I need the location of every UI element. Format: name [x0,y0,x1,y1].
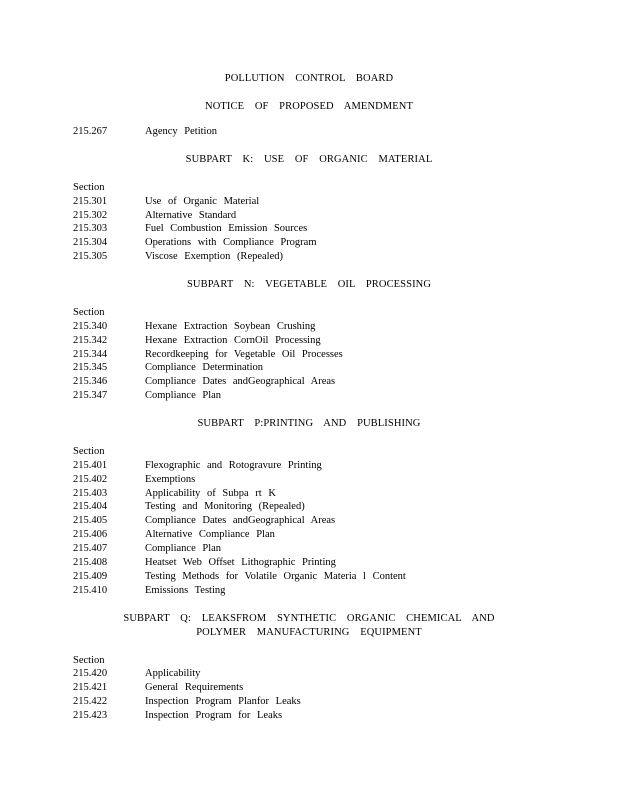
section-title: General Requirements [145,682,244,693]
section-number: 215.406 [73,529,108,540]
section-number: 215.347 [73,390,108,401]
section-number: 215.340 [73,321,108,332]
section-number: 215.408 [73,557,108,568]
section-title: Operations with Compliance Program [145,237,317,248]
section-number: 215.402 [73,474,108,485]
section-row [73,501,593,515]
section-title: Inspection Program Planfor Leaks [145,696,301,707]
section-row [73,349,593,363]
section-number: 215.304 [73,237,108,248]
section-number: 215.405 [73,515,108,526]
notice-heading: NOTICE OF PROPOSED AMENDMENT [205,101,413,112]
section-label: Section [73,446,105,457]
section-title: Applicability [145,668,201,679]
section-number: 215.301 [73,196,108,207]
section-title: Flexographic and Rotogravure Printing [145,460,322,471]
section-title: Inspection Program for Leaks [145,710,283,721]
section-row [73,571,593,585]
section-number: 215.303 [73,223,108,234]
section-row [73,557,593,571]
section-row [73,529,593,543]
section-label: Section [73,655,105,666]
section-row [73,376,593,390]
section-row [73,710,593,724]
section-number: 215.423 [73,710,108,721]
section-title: Viscose Exemption (Repealed) [145,251,283,262]
section-title: Compliance Plan [145,543,222,554]
section-number: 215.403 [73,488,108,499]
section-title: Compliance Dates andGeographical Areas [145,376,336,387]
section-row [73,515,593,529]
section-title: Compliance Determination [145,362,264,373]
section-row [73,251,593,265]
section-row [73,460,593,474]
section-title: Hexane Extraction Soybean Crushing [145,321,316,332]
petition-row [73,126,593,140]
section-number: 215.344 [73,349,108,360]
section-title: Compliance Dates andGeographical Areas [145,515,336,526]
section-number: 215.422 [73,696,108,707]
section-row [73,321,593,335]
section-row [73,196,593,210]
section-label: Section [73,307,105,318]
section-number: 215.420 [73,668,108,679]
section-row [73,668,593,682]
section-title: Applicability of Subpa rt K [145,488,276,499]
section-number: 215.345 [73,362,108,373]
section-title: Alternative Standard [145,210,237,221]
section-row [73,210,593,224]
subpart-n-title: SUBPART N: VEGETABLE OIL PROCESSING [186,279,432,290]
section-number: 215.409 [73,571,108,582]
section-row [73,543,593,557]
section-row [73,488,593,502]
section-row [73,682,593,696]
section-row [73,335,593,349]
section-row [73,223,593,237]
section-number: 215.342 [73,335,108,346]
section-row [73,390,593,404]
subpart-q-title-line-2: POLYMER MANUFACTURING EQUIPMENT [196,627,422,638]
section-row [73,474,593,488]
section-title: Use of Organic Material [145,196,260,207]
section-label: Section [73,182,105,193]
section-title: Emissions Testing [145,585,226,596]
section-number: 215.410 [73,585,108,596]
section-title: Hexane Extraction CornOil Processing [145,335,321,346]
section-number: 215.404 [73,501,108,512]
section-number: 215.302 [73,210,108,221]
section-number: 215.407 [73,543,108,554]
section-row [73,237,593,251]
section-title: Heatset Web Offset Lithographic Printing [145,557,336,568]
section-title: Compliance Plan [145,390,222,401]
section-title: Exemptions [145,474,196,485]
section-number: 215.267 [73,126,108,137]
section-title: Fuel Combustion Emission Sources [145,223,308,234]
section-row [73,585,593,599]
section-number: 215.401 [73,460,108,471]
section-title: Testing Methods for Volatile Organic Materia l Content [145,571,406,582]
subpart-q-title-line-1: SUBPART Q: LEAKSFROM SYNTHETIC ORGANIC CHEMICAL AND [123,613,495,624]
section-number: 215.421 [73,682,108,693]
section-title: Agency Petition [145,126,217,137]
section-number: 215.305 [73,251,108,262]
section-title: Testing and Monitoring (Repealed) [145,501,305,512]
board-heading: POLLUTION CONTROL BOARD [224,73,394,84]
section-row [73,696,593,710]
section-row [73,362,593,376]
section-title: Alternative Compliance Plan [145,529,275,540]
section-title: Recordkeeping for Vegetable Oil Processes [145,349,343,360]
subpart-p-title: SUBPART P:PRINTING AND PUBLISHING [197,418,421,429]
subpart-k-title: SUBPART K: USE OF ORGANIC MATERIAL [185,154,433,165]
section-number: 215.346 [73,376,108,387]
